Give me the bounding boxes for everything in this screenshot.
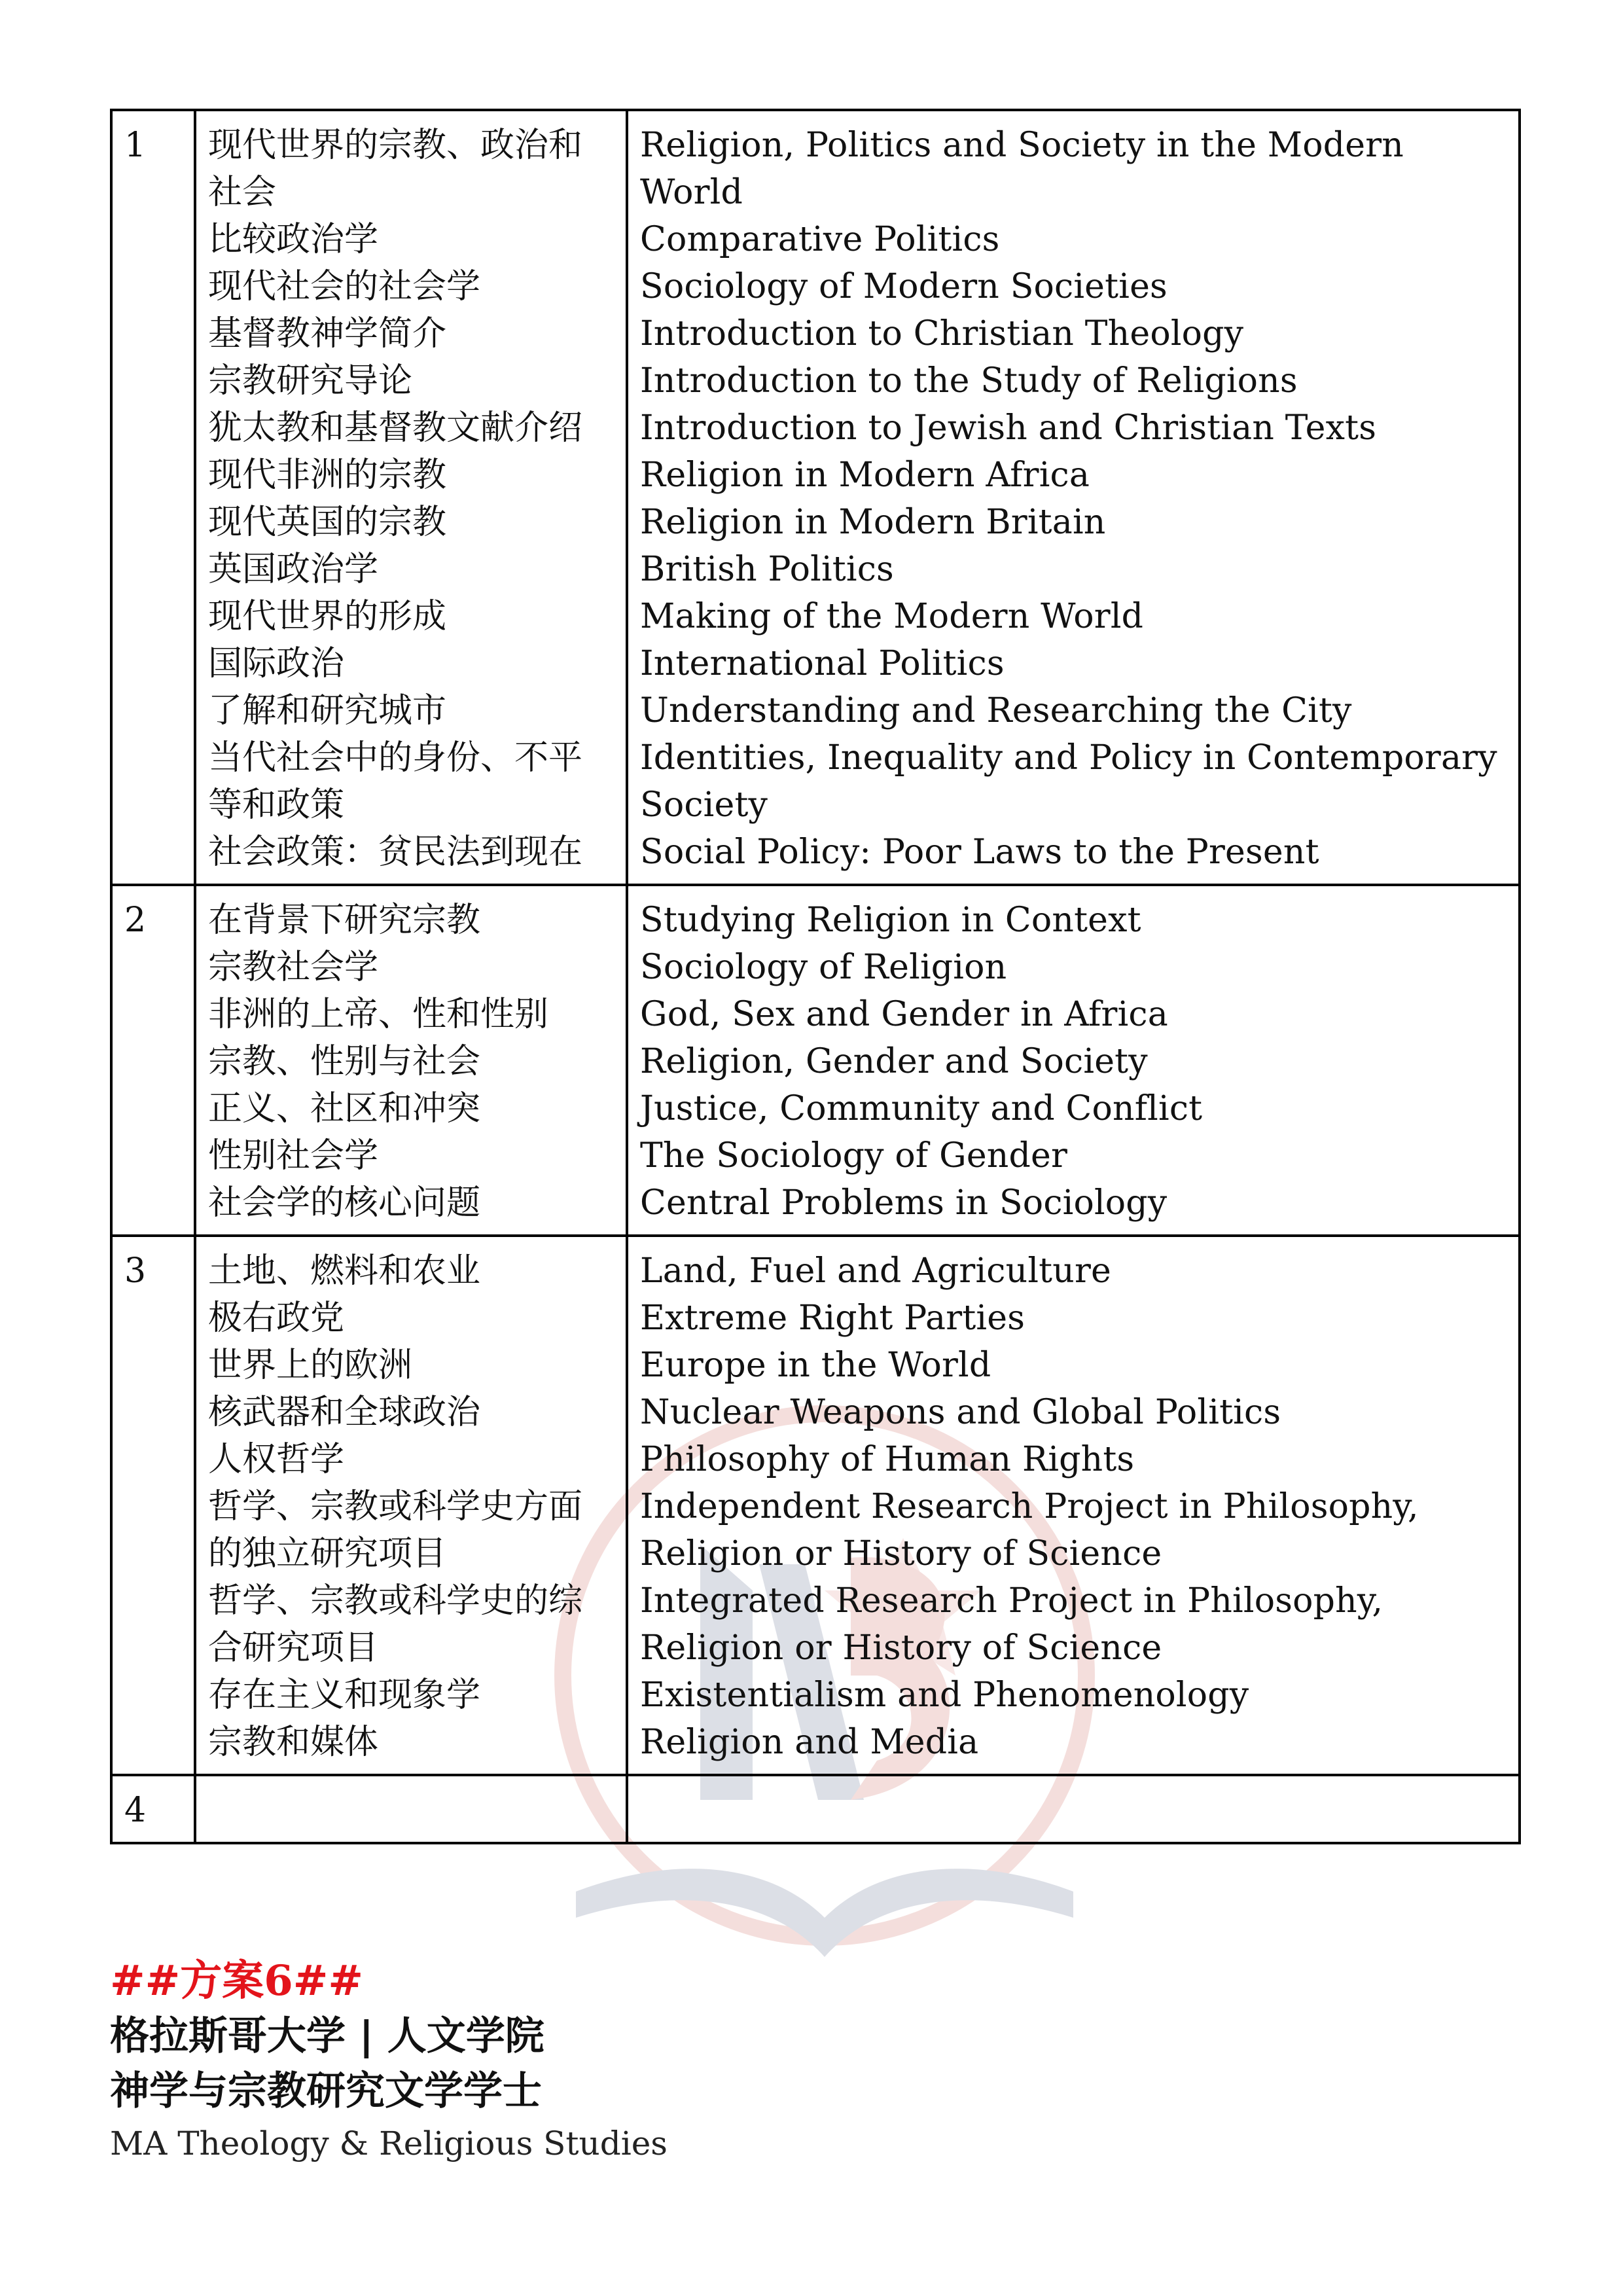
degree-title-cn: 神学与宗教研究文学学士 bbox=[110, 2068, 542, 2114]
course-name-cn: 现代世界的宗教、政治和社会 bbox=[208, 126, 583, 212]
table-row bbox=[111, 885, 1520, 1236]
course-name-en: Central Problems in Sociology bbox=[640, 1183, 1168, 1223]
course-name-en: Sociology of Religion bbox=[640, 948, 1007, 987]
course-name-cn: 哲学、宗教或科学史方面的独立研究项目 bbox=[208, 1487, 583, 1573]
course-name-cn: 世界上的欧洲 bbox=[208, 1346, 413, 1385]
course-name-cn: 性别社会学 bbox=[208, 1136, 379, 1175]
course-name-en: Social Policy: Poor Laws to the Present bbox=[640, 833, 1319, 872]
course-name-cn: 宗教研究导论 bbox=[208, 361, 413, 401]
table-row bbox=[111, 1236, 1520, 1775]
course-name-en: Europe in the World bbox=[640, 1346, 991, 1385]
course-name-en: Religion, Gender and Society bbox=[640, 1042, 1148, 1081]
course-name-en: Understanding and Researching the City bbox=[640, 691, 1352, 730]
course-name-en: Land, Fuel and Agriculture bbox=[640, 1251, 1111, 1291]
course-name-en: Making of the Modern World bbox=[640, 597, 1144, 636]
chinese-course-cell bbox=[195, 110, 627, 885]
course-name-en: Nuclear Weapons and Global Politics bbox=[640, 1393, 1281, 1432]
course-name-cn: 正义、社区和冲突 bbox=[208, 1089, 481, 1128]
course-name-cn: 存在主义和现象学 bbox=[208, 1676, 481, 1715]
course-name-cn: 基督教神学简介 bbox=[208, 314, 447, 353]
chinese-course-cell bbox=[195, 1775, 627, 1843]
course-name-cn: 宗教、性别与社会 bbox=[208, 1042, 481, 1081]
year-cell: 1 bbox=[111, 110, 195, 885]
course-name-en: God, Sex and Gender in Africa bbox=[640, 995, 1168, 1034]
course-name-cn: 宗教和媒体 bbox=[208, 1723, 379, 1762]
course-name-en: Introduction to Jewish and Christian Texts bbox=[640, 408, 1377, 448]
course-name-cn: 犹太教和基督教文献介绍 bbox=[208, 408, 583, 448]
course-name-en: International Politics bbox=[640, 644, 1005, 683]
course-name-cn: 现代社会的社会学 bbox=[208, 267, 481, 306]
english-course-cell bbox=[627, 1236, 1520, 1775]
course-name-en: Philosophy of Human Rights bbox=[640, 1440, 1135, 1479]
course-name-cn: 现代非洲的宗教 bbox=[208, 456, 447, 495]
course-name-cn: 哲学、宗教或科学史的综合研究项目 bbox=[208, 1581, 583, 1668]
course-name-en: Comparative Politics bbox=[640, 220, 1000, 259]
course-name-en: Extreme Right Parties bbox=[640, 1299, 1026, 1338]
course-name-en: Independent Research Project in Philosophy, Religion or History of Science bbox=[640, 1487, 1419, 1573]
chinese-course-cell bbox=[195, 1236, 627, 1775]
chinese-course-cell bbox=[195, 885, 627, 1236]
course-name-cn: 极右政党 bbox=[208, 1299, 345, 1338]
course-name-en: Introduction to Christian Theology bbox=[640, 314, 1244, 353]
course-name-cn: 人权哲学 bbox=[208, 1440, 345, 1479]
course-name-cn: 社会政策：贫民法到现在 bbox=[208, 833, 583, 872]
course-name-en: Studying Religion in Context bbox=[640, 901, 1141, 940]
course-name-cn: 比较政治学 bbox=[208, 220, 379, 259]
course-name-en: Religion in Modern Britain bbox=[640, 503, 1106, 542]
course-name-en: Integrated Research Project in Philosophy, Religion or History of Science bbox=[640, 1581, 1383, 1668]
table-row bbox=[111, 110, 1520, 885]
english-course-cell bbox=[627, 1775, 1520, 1843]
course-name-cn: 国际政治 bbox=[208, 644, 345, 683]
program-footer bbox=[110, 1954, 1026, 2168]
course-name-en: Existentialism and Phenomenology bbox=[640, 1676, 1249, 1715]
course-name-en: Religion in Modern Africa bbox=[640, 456, 1090, 495]
course-name-cn: 当代社会中的身份、不平等和政策 bbox=[208, 738, 583, 825]
year-cell: 3 bbox=[111, 1236, 195, 1775]
course-name-cn: 宗教社会学 bbox=[208, 948, 379, 987]
english-course-cell bbox=[627, 110, 1520, 885]
university-school: 格拉斯哥大学 | 人文学院 bbox=[110, 2013, 544, 2059]
course-name-cn: 非洲的上帝、性和性别 bbox=[208, 995, 549, 1034]
course-name-en: Introduction to the Study of Religions bbox=[640, 361, 1298, 401]
course-name-en: British Politics bbox=[640, 550, 894, 589]
course-name-en: Religion, Politics and Society in the Modern World bbox=[640, 126, 1404, 212]
plan-label: ##方案6## bbox=[110, 1956, 364, 2005]
year-cell: 4 bbox=[111, 1775, 195, 1843]
course-name-cn: 社会学的核心问题 bbox=[208, 1183, 481, 1223]
course-name-cn: 核武器和全球政治 bbox=[208, 1393, 481, 1432]
course-name-cn: 现代英国的宗教 bbox=[208, 503, 447, 542]
course-name-en: The Sociology of Gender bbox=[640, 1136, 1068, 1175]
year-cell: 2 bbox=[111, 885, 195, 1236]
degree-title-en: MA Theology & Religious Studies bbox=[110, 2125, 668, 2162]
english-course-cell bbox=[627, 885, 1520, 1236]
course-name-cn: 在背景下研究宗教 bbox=[208, 901, 481, 940]
course-name-en: Identities, Inequality and Policy in Contemporary Society bbox=[640, 738, 1497, 825]
course-table bbox=[110, 109, 1521, 1844]
course-name-en: Religion and Media bbox=[640, 1723, 979, 1762]
course-name-cn: 土地、燃料和农业 bbox=[208, 1251, 481, 1291]
course-name-en: Justice, Community and Conflict bbox=[640, 1089, 1203, 1128]
course-name-en: Sociology of Modern Societies bbox=[640, 267, 1168, 306]
table-row bbox=[111, 1775, 1520, 1843]
course-name-cn: 现代世界的形成 bbox=[208, 597, 447, 636]
course-name-cn: 英国政治学 bbox=[208, 550, 379, 589]
course-table-body bbox=[111, 110, 1520, 1843]
course-name-cn: 了解和研究城市 bbox=[208, 691, 447, 730]
